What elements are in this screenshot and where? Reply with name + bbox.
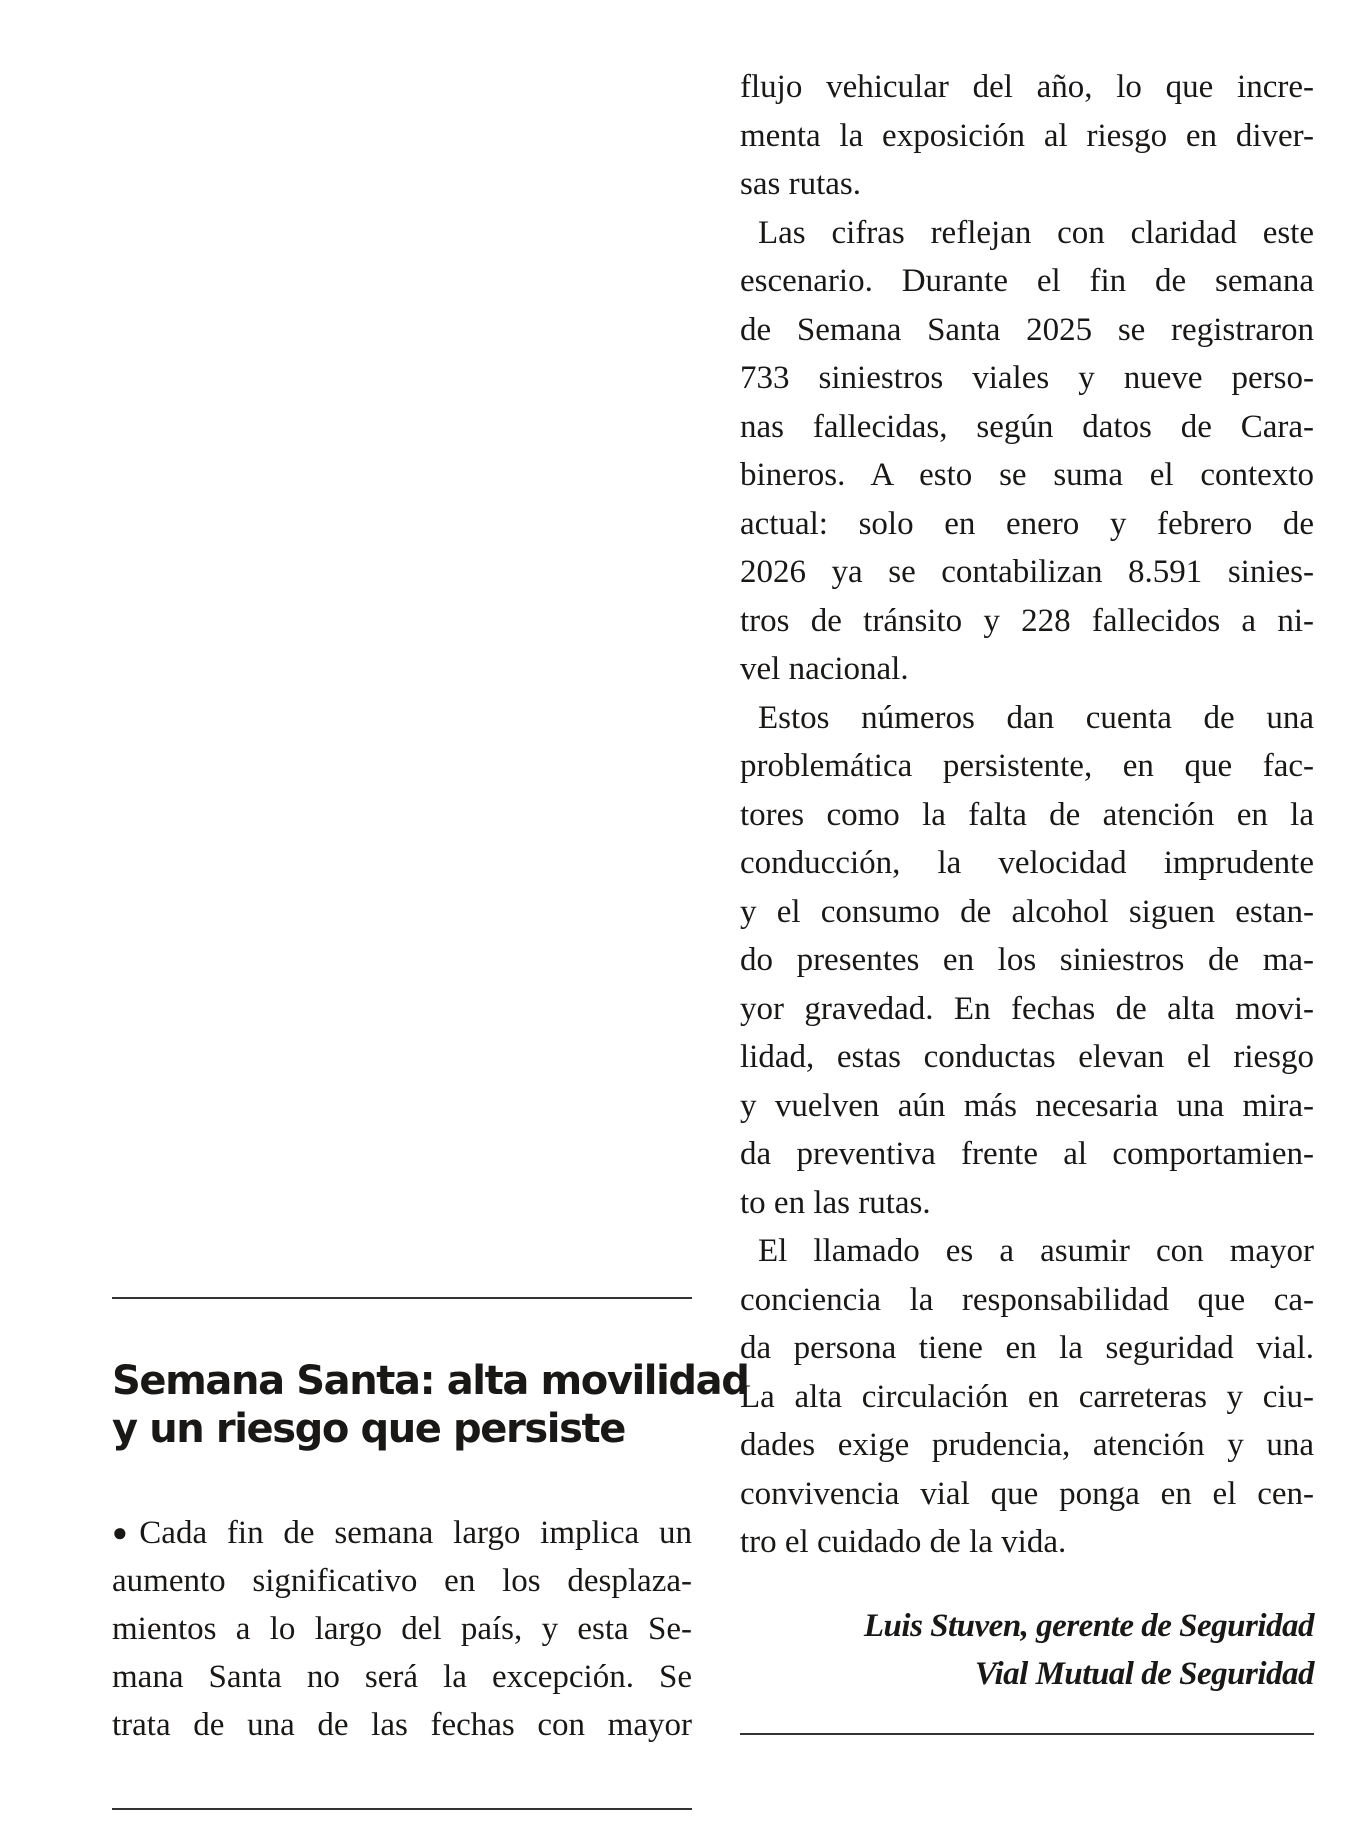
lead-line: mana Santa no será la excepción. Se bbox=[112, 1659, 692, 1695]
article-line: tro el cuidado de la vida. bbox=[740, 1524, 1067, 1560]
article-line: escenario. Durante el fin de semana bbox=[740, 263, 1314, 299]
article-line: conciencia la responsabilidad que ca- bbox=[740, 1281, 1314, 1318]
article-line: Estos números dan cuenta de una bbox=[758, 699, 1314, 736]
article-line: dades exige prudencia, atención y una bbox=[740, 1427, 1314, 1463]
article-line: 2026 ya se contabilizan 8.591 sinies- bbox=[740, 554, 1314, 590]
article-paragraph bbox=[740, 1227, 1314, 1567]
sidebar-top-rule bbox=[112, 1297, 692, 1299]
article-line: 733 siniestros viales y nueve perso- bbox=[740, 360, 1314, 396]
article-body bbox=[740, 63, 1314, 1567]
sidebar-headline bbox=[112, 1357, 749, 1453]
signature-line: Vial Mutual de Seguridad bbox=[974, 1656, 1314, 1692]
article-signature bbox=[714, 1602, 1314, 1698]
article-line: do presentes en los siniestros de ma- bbox=[740, 942, 1314, 978]
article-line: flujo vehicular del año, lo que incre- bbox=[740, 69, 1314, 105]
article-paragraph bbox=[740, 694, 1314, 1228]
sidebar-lead bbox=[112, 1509, 692, 1749]
article-line: actual: solo en enero y febrero de bbox=[740, 505, 1314, 542]
article-line: yor gravedad. En fechas de alta movi- bbox=[740, 990, 1314, 1027]
bullet-icon: ● bbox=[112, 1518, 140, 1547]
article-line: problemática persistente, en que fac- bbox=[740, 748, 1314, 784]
lead-line: mientos a lo largo del país, y esta Se- bbox=[112, 1611, 692, 1647]
article-line: convivencia vial que ponga en el cen- bbox=[740, 1475, 1314, 1512]
article-line: de Semana Santa 2025 se registraron bbox=[740, 311, 1314, 348]
lead-line bbox=[112, 1509, 692, 1557]
headline-line: y un riesgo que persiste bbox=[112, 1406, 625, 1452]
article-line: Las cifras reflejan con claridad este bbox=[758, 214, 1314, 251]
headline-line: Semana Santa: alta movilidad bbox=[112, 1358, 749, 1404]
article-line: nas fallecidas, según datos de Cara- bbox=[740, 408, 1314, 445]
article-paragraph bbox=[740, 63, 1314, 209]
article-line: y el consumo de alcohol siguen estan- bbox=[740, 893, 1314, 930]
article-line: lidad, estas conductas elevan el riesgo bbox=[740, 1039, 1314, 1075]
article-line: da preventiva frente al comportamien- bbox=[740, 1136, 1314, 1172]
article-line: vel nacional. bbox=[740, 651, 909, 687]
lead-line: aumento significativo en los desplaza- bbox=[112, 1563, 692, 1599]
article-line: conducción, la velocidad imprudente bbox=[740, 845, 1314, 881]
lead-line-text: Cada fin de semana largo implica un bbox=[139, 1515, 692, 1551]
article-line: to en las rutas. bbox=[740, 1184, 931, 1221]
article-line: menta la exposición al riesgo en diver- bbox=[740, 117, 1314, 154]
article-paragraph bbox=[740, 209, 1314, 694]
article-line: bineros. A esto se suma el contexto bbox=[740, 457, 1314, 493]
article-line: y vuelven aún más necesaria una mira- bbox=[740, 1087, 1314, 1124]
article-line: El llamado es a asumir con mayor bbox=[758, 1233, 1314, 1269]
article-line: La alta circulación en carreteras y ciu- bbox=[740, 1378, 1314, 1415]
article-line: tores como la falta de atención en la bbox=[740, 796, 1314, 833]
article-bottom-rule bbox=[740, 1733, 1314, 1735]
lead-line: trata de una de las fechas con mayor bbox=[112, 1707, 692, 1743]
article-line: tros de tránsito y 228 fallecidos a ni- bbox=[740, 602, 1314, 639]
article-line: da persona tiene en la seguridad vial. bbox=[740, 1330, 1314, 1366]
sidebar-bottom-rule bbox=[112, 1808, 692, 1810]
signature-line: Luis Stuven, gerente de Seguridad bbox=[863, 1608, 1314, 1644]
article-line: sas rutas. bbox=[740, 166, 861, 202]
sidebar-column bbox=[112, 1297, 749, 1749]
